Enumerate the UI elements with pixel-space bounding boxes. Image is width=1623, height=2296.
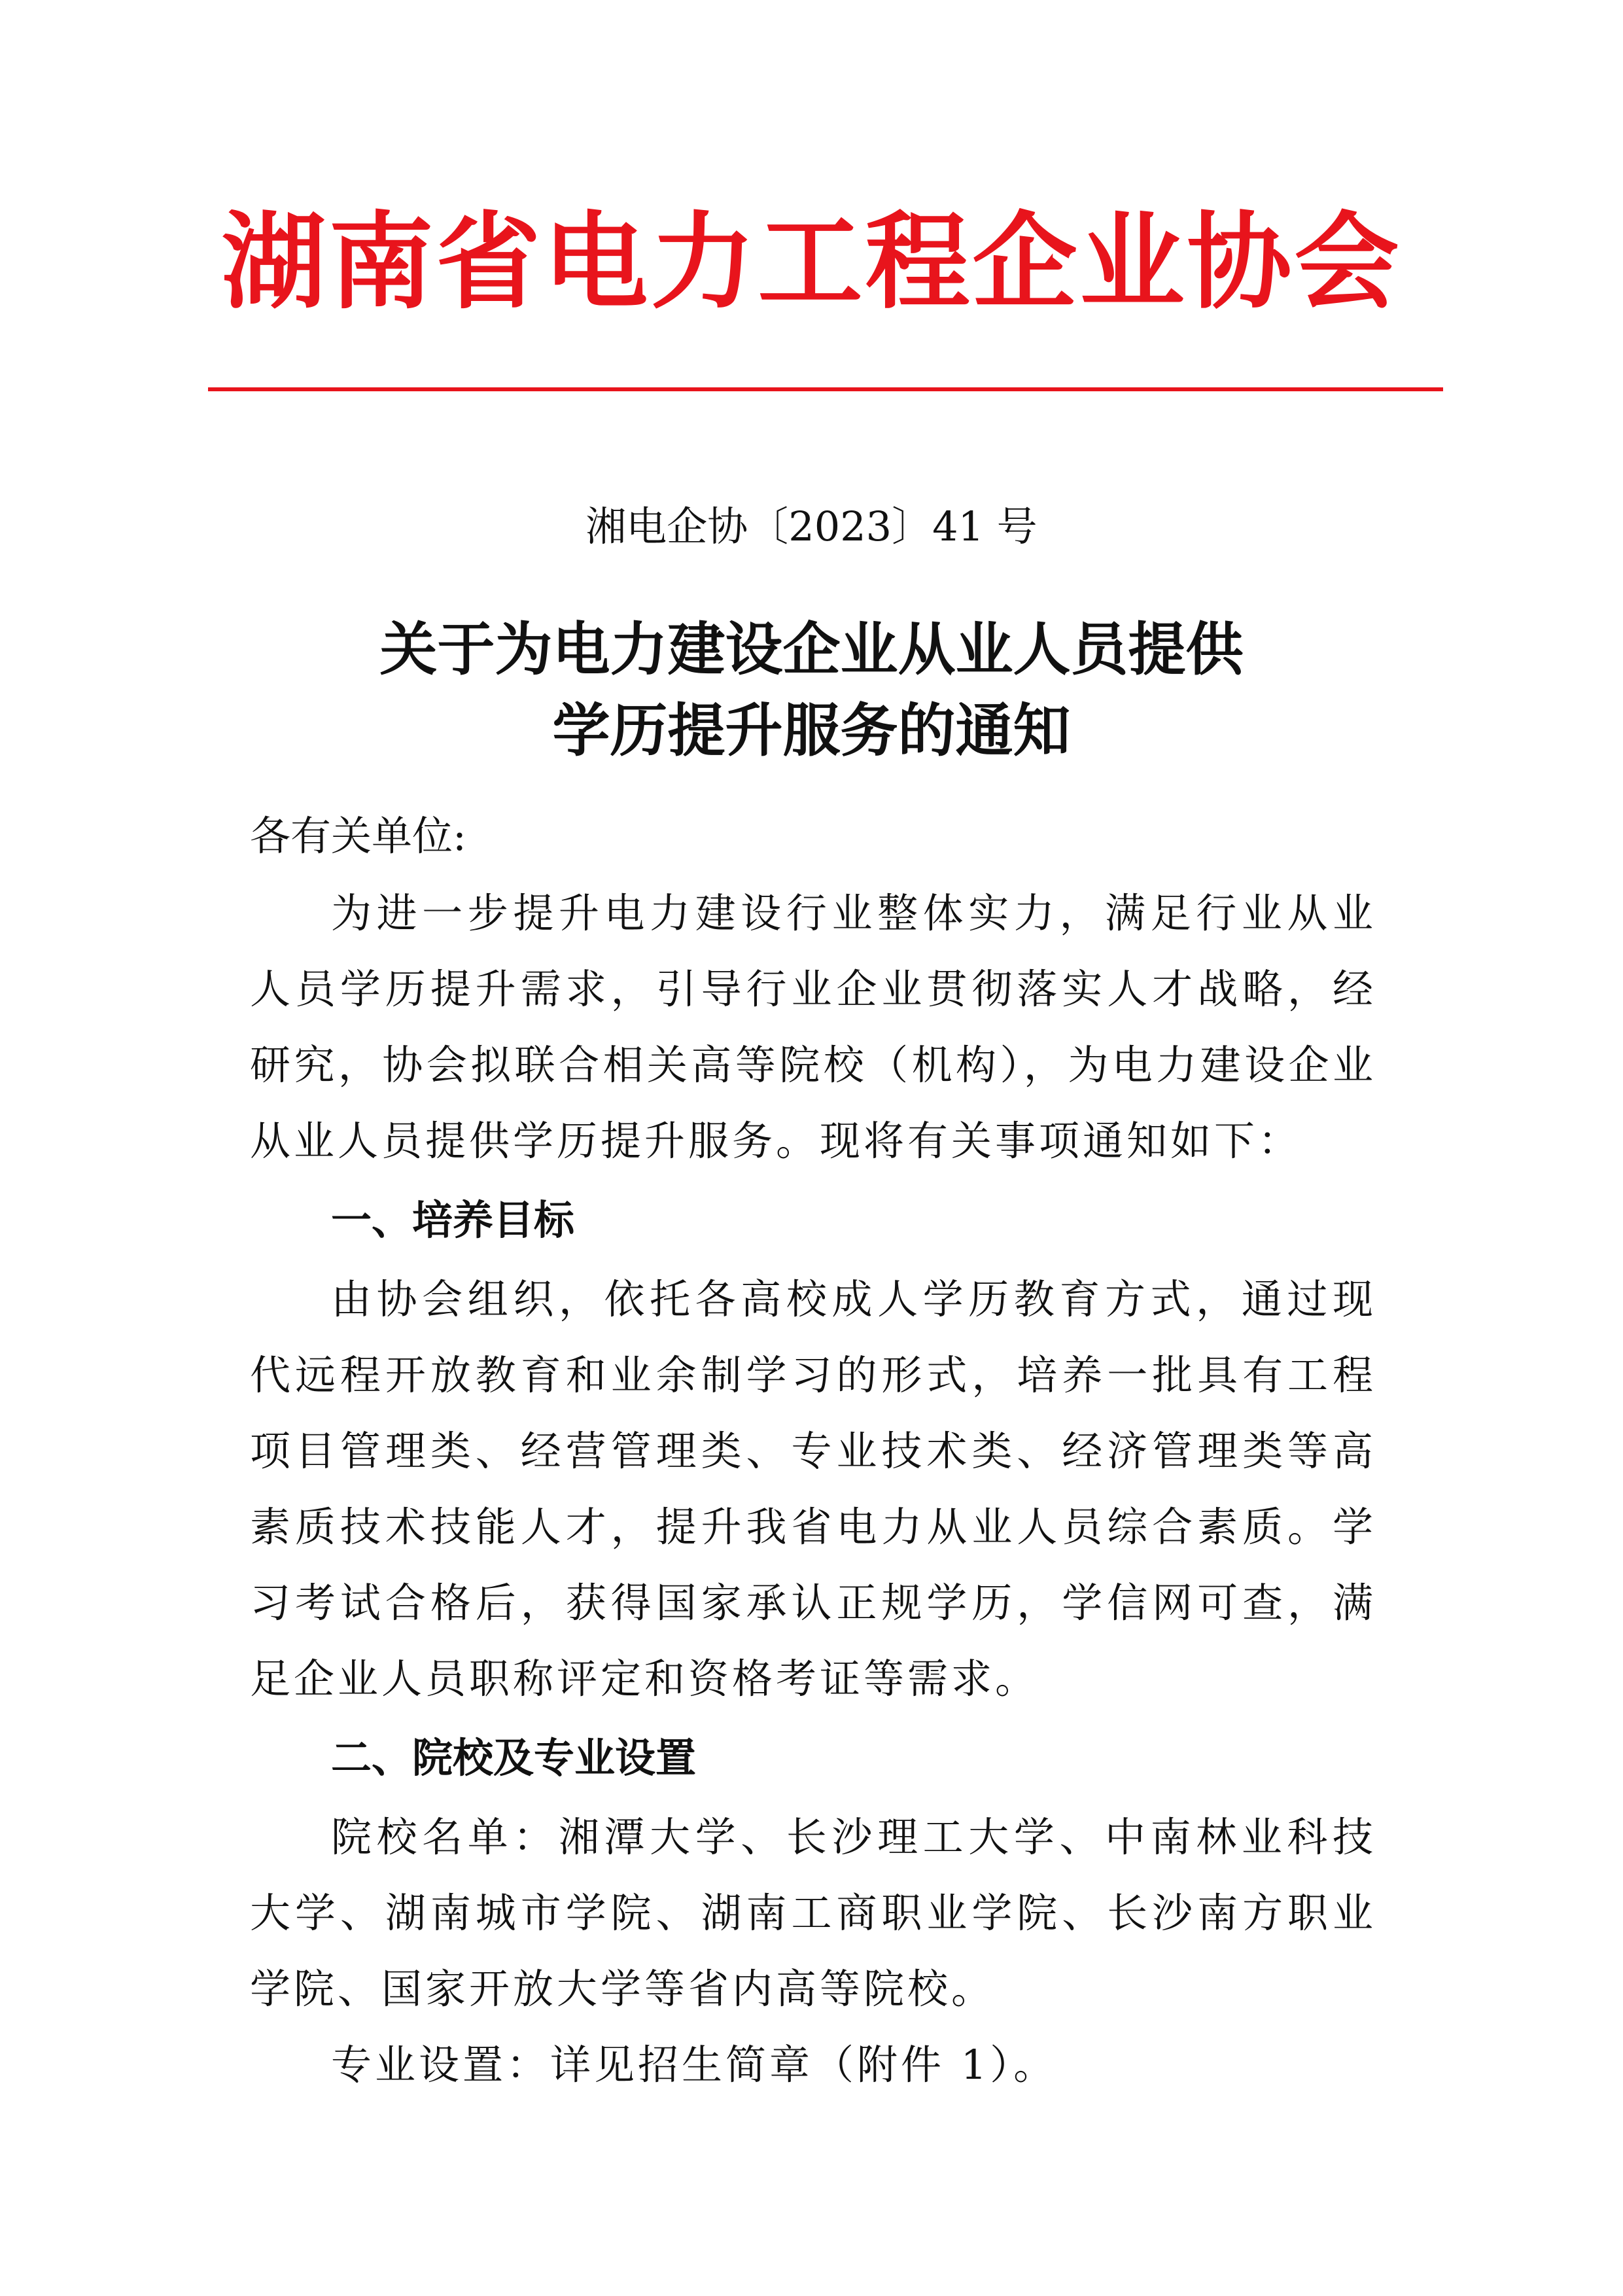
notice-title (0, 609, 1623, 771)
header-divider (208, 387, 1443, 391)
notice-body (250, 797, 1376, 2103)
section-heading-training-goal: 一、培养目标 (331, 1196, 575, 1244)
training-goal-paragraph: 由协会组织，依托各高校成人学历教育方式，通过现代远程开放教育和业余制学习的形式，培养一批具有工程项目管理类、经营管理类、专业技术类、经济管理类等高素质技术技能人才，提升我省电力从业人员综合素质。学习考试合格后，获得国家承认正规学历，学信网可查，满足企业人员职称评定和资格考证等需求。 (250, 1275, 1376, 1703)
major-setting-paragraph: 专业设置：详见招生简章（附件 1）。 (331, 2041, 1058, 2089)
org-name-header: 湖南省电力工程企业协会 (221, 200, 1402, 323)
school-list-paragraph: 院校名单：湘潭大学、长沙理工大学、中南林业科技大学、湖南城市学院、湖南工商职业学院、长沙南方职业学院、国家开放大学等省内高等院校。 (250, 1813, 1376, 2013)
intro-paragraph: 为进一步提升电力建设行业整体实力，满足行业从业人员学历提升需求，引导行业企业贯彻落实人才战略，经研究，协会拟联合相关高等院校（机构），为电力建设企业从业人员提供学历提升服务。现将有关事项通知如下： (250, 889, 1376, 1165)
section-heading-schools-majors: 二、院校及专业设置 (331, 1734, 697, 1782)
document-number: 湘电企协〔2023〕41 号 (585, 503, 1038, 550)
notice-title-line-2: 学历提升服务的通知 (552, 696, 1071, 764)
notice-title-line-1: 关于为电力建设企业从业人员提供 (379, 615, 1244, 683)
salutation: 各有关单位: (250, 812, 466, 860)
